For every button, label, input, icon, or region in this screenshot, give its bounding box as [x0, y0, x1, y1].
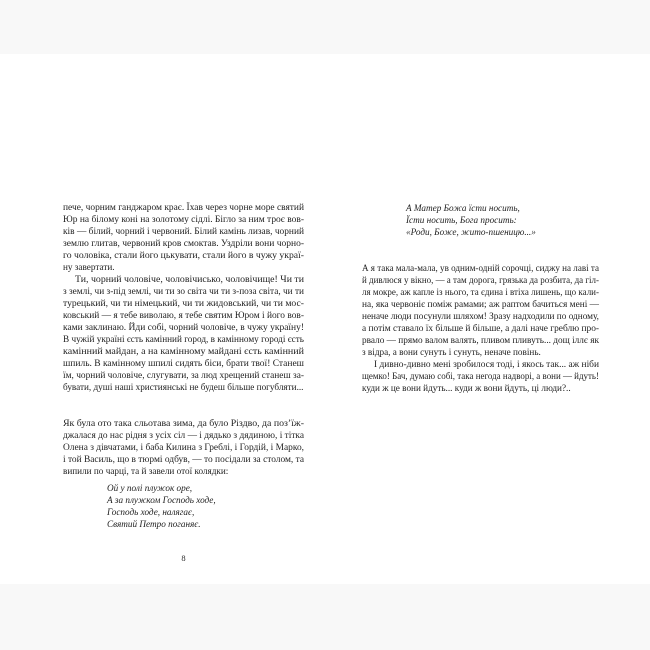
book-spread [0, 54, 650, 584]
text-line: Господь ходе, налягає, [107, 507, 195, 517]
text-line: Олена з дівчатами, і баба Килина з Греблі, і Гордій, і Марко, [63, 442, 304, 452]
text-line: а потім ставало їх більше й більше, а далі наче греблю про- [362, 323, 599, 333]
text-line: і той Василь, що в тюрмі одбув, — то посідали за столом, та [63, 454, 304, 464]
text-line: «Роди, Боже, жито-пшеницю...» [406, 227, 536, 237]
text-line: ками заклинаю. Йди собі, чорний чоловіче, в чужу україну! [63, 322, 304, 332]
text-line: щемко! Бач, думаю собі, така негода надворі, а вони — йдуть! [362, 371, 599, 381]
text-line: їм, чорний чоловіче, слугувати, за люд хрещений станеш за- [63, 370, 304, 380]
left-page-text-column [63, 201, 304, 530]
text-line: з відра, а вони сунуть і сунуть, неначе повінь. [362, 347, 541, 357]
paragraph [362, 358, 599, 394]
paragraph [63, 417, 304, 477]
text-line: й дивлюся у вікно, — а там дорога, грязька да розбита, да гіл- [362, 275, 599, 285]
text-line: Ой у полі плужок оре, [107, 483, 193, 493]
text-line: ну завертати. [63, 262, 115, 272]
text-line: пече, чорним ганджаром крає. Їхав через чорне море святий [63, 202, 304, 212]
right-page-text-column [362, 202, 599, 394]
verse-block [63, 482, 304, 530]
paragraph [362, 262, 599, 358]
text-line: ків — білий, чорний і червоний. Білий камінь лизав, чорний [63, 226, 304, 236]
text-line: рвало — прямо валом валять, пливом пливуть... дощ іллє як [362, 335, 599, 345]
text-line: на, яка червоніє поміж рамами; аж раптом бачиться мені — [362, 299, 599, 309]
text-line: Ти, чорний чоловіче, чоловічисько, чоловічище! Чи ти [75, 274, 304, 284]
text-line: В чужій україні єсть камінний город, в камінному городі єсть [63, 334, 304, 344]
text-line: бувати, душі наші християнські не будеш більше погубляти... [63, 382, 304, 392]
text-line: ля мокре, аж капле із нього, та єдина і втіха лишень, що кали- [362, 287, 599, 297]
text-line: джалася до нас рідня з усіх сіл — і дядько з дядиною, і тітка [63, 430, 304, 440]
text-line: Як була ото така сльотава зима, да було Різдво, да поз’їж- [63, 418, 304, 428]
text-line: неначе люди посунули шляхом! Зразу надходили по одному, [362, 311, 599, 321]
text-line: І дивно-дивно мені зробилося тоді, і якось так... аж ніби [374, 359, 599, 369]
text-line: Юр на білому коні на золотому сідлі. Бігло за ним троє вов- [63, 214, 304, 224]
text-line: А Матер Божа їсти носить, [406, 203, 520, 213]
text-line: шпиль. В камінному шпилі сидять біси, брати твої! Станеш [63, 358, 304, 368]
text-line: А я така мала-мала, ув одним-одній сорочці, сиджу на лаві та [362, 263, 599, 273]
verse-block [362, 202, 599, 238]
text-line: Їсти носить, Бога просить: [406, 215, 517, 225]
paragraph [63, 273, 304, 393]
text-line: землю глитав, червоний кров смоктав. Уздріли вони чорно- [63, 238, 304, 248]
text-line: камінний майдан, а на камінному майдані єсть камінний [63, 346, 304, 356]
text-line: випили по чарці, та й завели отої колядки: [63, 466, 229, 476]
paragraph [63, 201, 304, 273]
text-line: ковський — я тебе виволаю, я тебе святим Юром і його вов- [63, 310, 304, 320]
text-line: куди ж це вони йдуть... куди ж вони йдуть, ці люди?.. [362, 383, 571, 393]
text-line: з землі, чи з-під землі, чи ти зо світа чи ти з-поза світа, чи ти [63, 286, 304, 296]
text-line: Святий Петро поганяє. [107, 519, 201, 529]
text-line: А за плужком Господь ходе, [107, 495, 216, 505]
text-line: турецький, чи ти німецький, чи ти жидовський, чи ти мос- [63, 298, 304, 308]
text-line: го чоловіка, стали його цькувати, стали його в чужу украї- [63, 250, 304, 260]
page-number: 8 [181, 553, 186, 563]
